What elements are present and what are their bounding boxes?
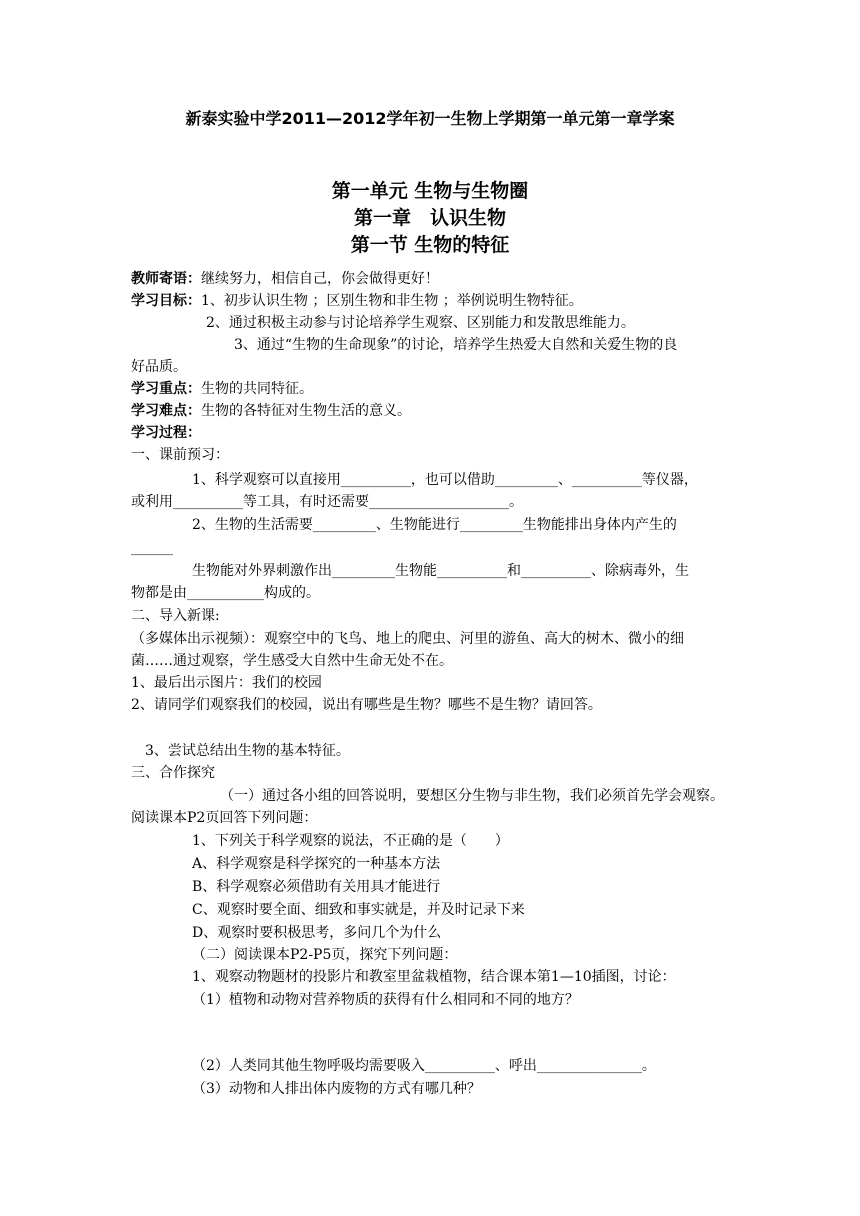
option-d: D、观察时要积极思考，多问几个为什么 (192, 925, 442, 941)
section-title: 第一节 生物的特征 (350, 234, 510, 256)
sub-question-2: （2）人类同其他生物呼吸均需要吸入__________、呼出_______________。 (192, 1058, 656, 1074)
objective-3b: 好品质。 (131, 359, 187, 375)
intro-video-b: 菌……通过观察，学生感受大自然中生命无处不在。 (131, 653, 453, 669)
process-label: 学习过程： (131, 425, 201, 441)
document-header: 新泰实验中学2011—2012学年初一生物上学期第一单元第一章学案 (185, 109, 675, 128)
key-point-label: 学习重点： (131, 381, 201, 397)
difficulty-line (131, 401, 411, 421)
teacher-message-text: 继续努力，相信自己，你会做得更好！ (201, 271, 439, 287)
preview-question-2a: 2、生物的生活需要_________、生物能进行_________生物能排出身体内产生的 (192, 517, 677, 533)
explore-part1-b: 阅读课本P2页回答下列问题： (131, 810, 318, 826)
key-point-line (131, 379, 313, 399)
intro-heading: 二、导入新课: (131, 608, 220, 624)
preview-heading: 一、课前预习： (131, 447, 229, 463)
key-point-text: 生物的共同特征。 (201, 381, 313, 397)
chapter-title: 第一章 认识生物 (353, 207, 506, 229)
intro-step-2: 2、请同学们观察我们的校园，说出有哪些是生物？哪些不是生物？请回答。 (131, 697, 602, 713)
intro-step-1: 1、最后出示图片：我们的校园 (131, 675, 322, 691)
objective-3a: 3、通过“生物的生命现象”的讨论，培养学生热爱大自然和关爱生物的良 (234, 337, 678, 353)
objective-1: 1、初步认识生物 ；区别生物和非生物 ；举例说明生物特征。 (201, 293, 583, 309)
difficulty-label: 学习难点： (131, 403, 201, 419)
explore-heading: 三、合作探究 (131, 765, 215, 781)
sub-question-1: （1）植物和动物对营养物质的获得有什么相同和不同的地方？ (192, 992, 579, 1008)
explore-question-1: 1、下列关于科学观察的说法，不正确的是（ ） (192, 833, 509, 849)
explore-part2: （二）阅读课本P2-P5页，探究下列问题： (192, 947, 458, 963)
preview-question-2b: ______ (131, 540, 173, 556)
option-c: C、观察时要全面、细致和事实就是，并及时记录下来 (192, 902, 525, 918)
preview-question-3a: 生物能对外界刺激作出_________生物能__________和__________、除病毒外，生 (192, 563, 689, 579)
intro-video-a: （多媒体出示视频）：观察空中的飞鸟、地上的爬虫、河里的游鱼、高大的树木、微小的细 (131, 631, 684, 647)
intro-step-3: 3、尝试总结出生物的基本特征。 (145, 743, 350, 759)
option-a: A、科学观察是科学探究的一种基本方法 (192, 856, 441, 872)
unit-title: 第一单元 生物与生物圈 (331, 180, 529, 202)
preview-question-1b: 或利用__________等工具，有时还需要____________________。 (131, 494, 523, 510)
preview-question-1a: 1、科学观察可以直接用__________，也可以借助_________、__________等仪器， (192, 472, 698, 488)
sub-question-3: （3）动物和人排出体内废物的方式有哪几种？ (192, 1081, 481, 1097)
objectives-label: 学习目标： (131, 293, 201, 309)
explore-question-2: 1、观察动物题材的投影片和教室里盆栽植物，结合课本第1—10插图，讨论： (192, 969, 676, 985)
preview-question-3b: 物都是由___________构成的。 (131, 585, 320, 601)
objectives-line (131, 291, 583, 311)
teacher-message-line (131, 269, 439, 289)
option-b: B、科学观察必须借助有关用具才能进行 (192, 879, 441, 895)
difficulty-text: 生物的各特征对生物生活的意义。 (201, 403, 411, 419)
explore-part1-a: （一）通过各小组的回答说明，要想区分生物与非生物，我们必须首先学会观察。 (220, 788, 724, 804)
objective-2: 2、通过积极主动参与讨论培养学生观察、区别能力和发散思维能力。 (206, 315, 635, 331)
teacher-message-label: 教师寄语： (131, 271, 201, 287)
